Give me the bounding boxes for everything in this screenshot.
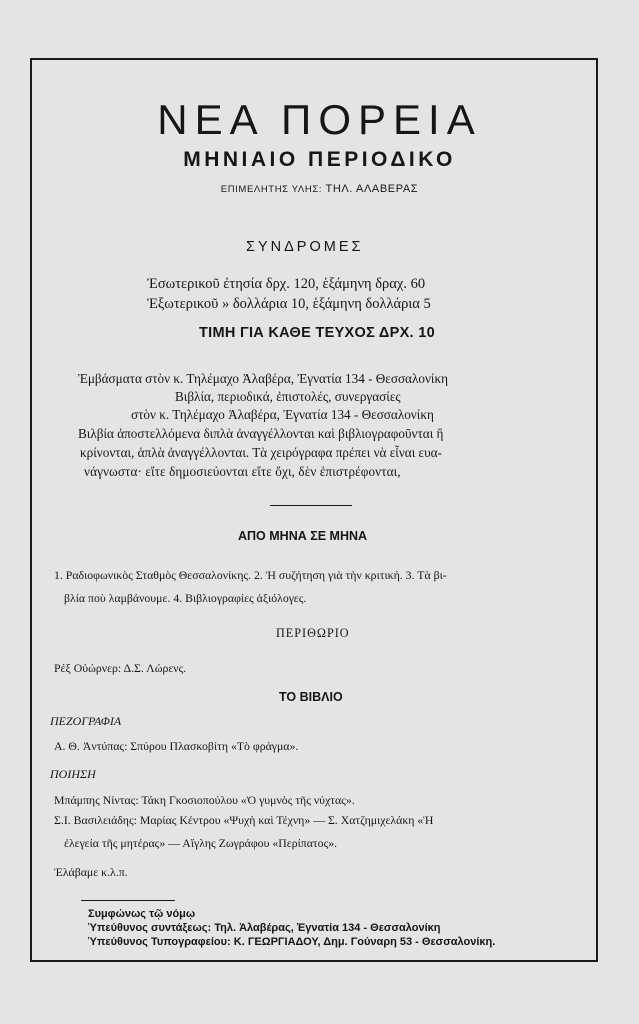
- footer-divider: [81, 900, 175, 901]
- subscription-abroad: Ἐξωτερικοῦ » δολλάρια 10, ἑξάμηνη δολλάρια 5: [147, 296, 431, 312]
- section-heading-month: ΑΠΟ ΜΗΝΑ ΣΕ ΜΗΝΑ: [238, 529, 368, 543]
- notes-line: Βιλβία ἀποστελλόμενα διπλὰ ἀναγγέλλονται καὶ βιβλιογραφοῦνται ἢ: [78, 426, 444, 441]
- contents-line: 1. Ραδιοφωνικὸς Σταθμὸς Θεσσαλονίκης. 2. Ἡ συζήτηση γιὰ τὴν κριτική. 3. Τὰ βι-: [54, 568, 447, 582]
- editor-name: ΤΗΛ. ΑΛΑΒΕΡΑΣ: [325, 183, 419, 195]
- editor-label: ΕΠΙΜΕΛΗΤΗΣ ΥΛΗΣ:: [220, 184, 323, 195]
- section-heading-book: ΤΟ ΒΙΒΛΙΟ: [279, 690, 343, 704]
- category-poetry: ΠΟΙΗΣΗ: [50, 767, 96, 781]
- notes-line: στὸν κ. Τηλέμαχο Ἀλαβέρα, Ἐγνατία 134 - Θεσσαλονίκη: [131, 407, 434, 422]
- notes-line: κρίνονται, ἁπλὰ ἀναγγέλλονται. Τὰ χειρόγραφα πρέπει νὰ εἶναι ευα-: [80, 445, 442, 460]
- contents-line: Σ.Ι. Βασιλειάδης: Μαρίας Κέντρου «Ψυχὴ καὶ Τέχνη» — Σ. Χατζημιχελάκη «Ἡ: [54, 813, 434, 827]
- notes-line: νάγνωστα· εἴτε δημοσιεύονται εἴτε ὄχι, δὲν ἐπιστρέφονται,: [84, 464, 401, 479]
- magazine-subtitle: ΜΗΝΙΑΙΟ ΠΕΡΙΟΔΙΚΟ: [183, 148, 456, 171]
- subscriptions-heading: ΣΥΝΔΡΟΜΕΣ: [246, 239, 364, 255]
- contents-line: ἐλεγεία τῆς μητέρας» — Αἴγλης Ζωγράφου «Περίπατος».: [64, 836, 338, 850]
- contents-line: Ρέξ Οὐώρνερ: Δ.Σ. Λώρενς.: [54, 661, 187, 675]
- editor-credit: [0, 183, 639, 195]
- notes-line: Βιβλία, περιοδικά, ἐπιστολές, συνεργασίες: [175, 389, 401, 404]
- footer-line: Συμφώνως τῷ νόμῳ: [88, 908, 196, 920]
- divider: [270, 505, 352, 506]
- received-note: Ἐλάβαμε κ.λ.π.: [54, 865, 128, 879]
- notes-line: Ἐμβάσματα στὸν κ. Τηλέμαχο Ἀλαβέρα, Ἐγνατία 134 - Θεσσαλονίκη: [78, 371, 449, 386]
- contents-line: Α. Θ. Ἀντύπας: Σπύρου Πλασκοβίτη «Τὸ φράγμα».: [54, 739, 299, 753]
- subscription-domestic: Ἐσωτερικοῦ ἐτησία δρχ. 120, ἑξάμηνη δραχ. 60: [147, 276, 426, 292]
- section-heading-margin: ΠΕΡΙΘΩΡΙΟ: [276, 626, 350, 640]
- contents-line: βλία ποὺ λαμβάνουμε. 4. Βιβλιογραφίες ἀξιόλογες.: [64, 591, 307, 605]
- contents-line: Μπάμπης Νίντας: Τάκη Γκοσιοπούλου «Ὁ γυμνὸς τῆς νύχτας».: [54, 793, 355, 807]
- category-prose: ΠΕΖΟΓΡΑΦΙΑ: [50, 714, 122, 728]
- footer-line: Ὑπεύθυνος Τυπογραφείου: Κ. ΓΕΩΡΓΙΑΔΟΥ, Δημ. Γούναρη 53 - Θεσσαλονίκη.: [88, 936, 496, 948]
- magazine-title: ΝΕΑ ΠΟΡΕΙΑ: [157, 96, 482, 143]
- issue-price: ΤΙΜΗ ΓΙΑ ΚΑΘΕ ΤΕΥΧΟΣ ΔΡΧ. 10: [199, 325, 435, 341]
- footer-line: Ὑπεύθυνος συντάξεως: Τηλ. Ἀλαβέρας, Ἐγνατία 134 - Θεσσαλονίκη: [88, 922, 441, 934]
